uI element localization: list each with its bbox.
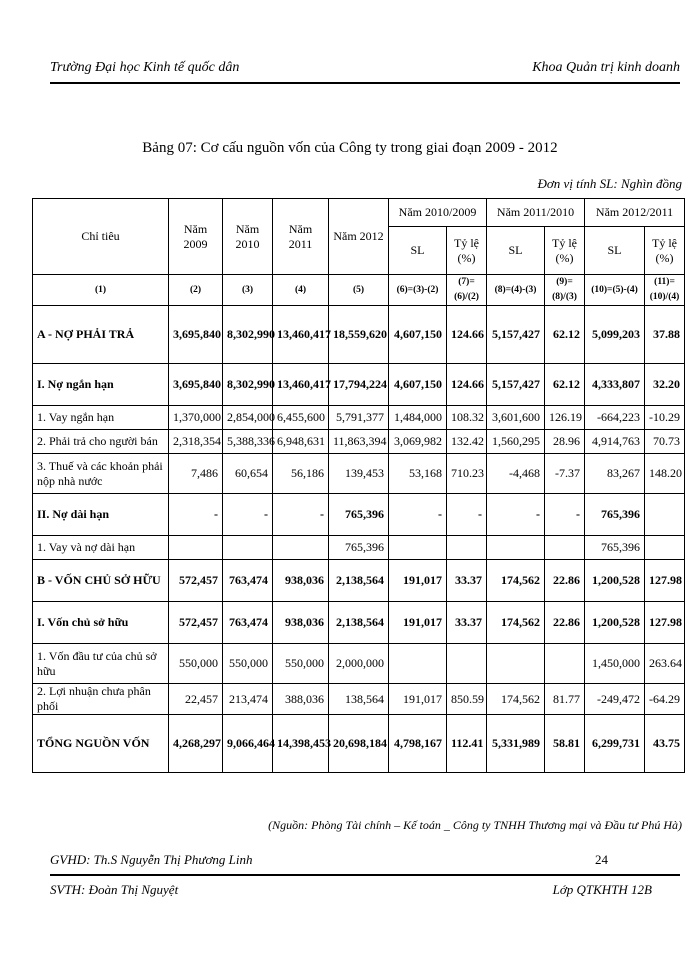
row-value: -10.29 [645, 406, 685, 430]
row-value: 139,453 [329, 454, 389, 494]
table-row [33, 560, 685, 602]
row-value: 4,333,807 [585, 364, 645, 406]
row-value: 37.88 [645, 306, 685, 364]
row-value: 3,601,600 [487, 406, 545, 430]
footer-student: SVTH: Đoàn Thị Nguyệt [50, 882, 179, 897]
row-label: 1. Vay ngắn hạn [33, 406, 169, 430]
row-label: A - NỢ PHẢI TRẢ [33, 306, 169, 364]
row-value: 174,562 [487, 560, 545, 602]
row-value: 108.32 [447, 406, 487, 430]
row-value: 13,460,417 [273, 306, 329, 364]
row-value: 20,698,184 [329, 715, 389, 773]
row-value: - [447, 494, 487, 536]
row-value [389, 536, 447, 560]
header-2010: Năm 2010 [223, 199, 273, 275]
row-value: 765,396 [585, 536, 645, 560]
table-row [33, 454, 685, 494]
row-value: - [389, 494, 447, 536]
row-value: 550,000 [223, 644, 273, 684]
row-value: -249,472 [585, 684, 645, 715]
row-value: 191,017 [389, 684, 447, 715]
table-row [33, 536, 685, 560]
row-value: 3,695,840 [169, 306, 223, 364]
row-value: -7.37 [545, 454, 585, 494]
row-value: 132.42 [447, 430, 487, 454]
row-label: 1. Vay và nợ dài hạn [33, 536, 169, 560]
row-value [545, 644, 585, 684]
row-value: 1,370,000 [169, 406, 223, 430]
row-value: 1,200,528 [585, 602, 645, 644]
row-value [487, 644, 545, 684]
column-number-cell: (11)=(10)/(4) [645, 275, 685, 306]
header-faculty: Khoa Quản trị kinh doanh [532, 60, 680, 75]
row-label: B - VỐN CHỦ SỞ HỮU [33, 560, 169, 602]
column-number-cell: (7)=(6)/(2) [447, 275, 487, 306]
row-value: 213,474 [223, 684, 273, 715]
table-title: Bảng 07: Cơ cấu nguồn vốn của Công ty trong giai đoạn 2009 - 2012 [142, 140, 558, 156]
row-value: 9,066,464 [223, 715, 273, 773]
footer-line-1 [50, 852, 680, 876]
row-value: 2,138,564 [329, 602, 389, 644]
footer-class: Lớp QTKHTH 12B [552, 882, 652, 897]
header-2009: Năm 2009 [169, 199, 223, 275]
table-row [33, 715, 685, 773]
table-row [33, 430, 685, 454]
row-label: I. Vốn chủ sở hữu [33, 602, 169, 644]
row-value: 388,036 [273, 684, 329, 715]
row-value [645, 536, 685, 560]
row-value: 938,036 [273, 560, 329, 602]
row-value [487, 536, 545, 560]
row-value: 6,299,731 [585, 715, 645, 773]
header-2011: Năm 2011 [273, 199, 329, 275]
column-number-row [33, 275, 685, 306]
page-header [50, 58, 680, 84]
row-value: 5,099,203 [585, 306, 645, 364]
header-sl: SL [585, 227, 645, 275]
row-value: 5,331,989 [487, 715, 545, 773]
header-tyle: Tỷ lệ (%) [447, 227, 487, 275]
row-value: 14,398,453 [273, 715, 329, 773]
row-value: 5,157,427 [487, 306, 545, 364]
row-value: 11,863,394 [329, 430, 389, 454]
row-value: 550,000 [273, 644, 329, 684]
row-value [169, 536, 223, 560]
row-value: 763,474 [223, 602, 273, 644]
table-row [33, 644, 685, 684]
column-number-cell: (2) [169, 275, 223, 306]
footer-advisor: GVHD: Th.S Nguyễn Thị Phương Linh [50, 852, 253, 867]
row-value: 17,794,224 [329, 364, 389, 406]
row-value: 112.41 [447, 715, 487, 773]
row-value: 4,914,763 [585, 430, 645, 454]
row-value [645, 494, 685, 536]
row-value: 1,200,528 [585, 560, 645, 602]
row-label: 1. Vốn đầu tư của chủ sở hữu [33, 644, 169, 684]
row-value: 5,791,377 [329, 406, 389, 430]
row-value: 572,457 [169, 560, 223, 602]
row-value: -64.29 [645, 684, 685, 715]
header-university: Trường Đại học Kinh tế quốc dân [50, 60, 240, 75]
column-number-cell: (5) [329, 275, 389, 306]
row-label: 3. Thuế và các khoản phải nộp nhà nước [33, 454, 169, 494]
row-value: 22.86 [545, 560, 585, 602]
row-value: 13,460,417 [273, 364, 329, 406]
row-value: 6,455,600 [273, 406, 329, 430]
row-value [223, 536, 273, 560]
row-value: 3,069,982 [389, 430, 447, 454]
header-2012: Năm 2012 [329, 199, 389, 275]
table-row [33, 684, 685, 715]
header-tyle: Tỷ lệ (%) [545, 227, 585, 275]
row-value: 1,450,000 [585, 644, 645, 684]
row-value: 81.77 [545, 684, 585, 715]
row-value: 3,695,840 [169, 364, 223, 406]
row-value: 6,948,631 [273, 430, 329, 454]
row-value [545, 536, 585, 560]
row-value: 43.75 [645, 715, 685, 773]
row-value: 174,562 [487, 602, 545, 644]
row-value: 2,854,000 [223, 406, 273, 430]
row-value: 2,000,000 [329, 644, 389, 684]
row-value: 1,560,295 [487, 430, 545, 454]
table-row [33, 306, 685, 364]
capital-structure-table [32, 198, 685, 773]
row-value [273, 536, 329, 560]
column-number-cell: (9)=(8)/(3) [545, 275, 585, 306]
row-value: 4,607,150 [389, 364, 447, 406]
row-value: 53,168 [389, 454, 447, 494]
row-value: 191,017 [389, 602, 447, 644]
row-value: 4,268,297 [169, 715, 223, 773]
row-value: 138,564 [329, 684, 389, 715]
row-value: 7,486 [169, 454, 223, 494]
header-group-2012-2011: Năm 2012/2011 [585, 199, 685, 227]
row-value: 765,396 [585, 494, 645, 536]
header-row-1 [33, 199, 685, 227]
row-label: II. Nợ dài hạn [33, 494, 169, 536]
row-value [447, 536, 487, 560]
row-value: 263.64 [645, 644, 685, 684]
row-value: 124.66 [447, 364, 487, 406]
header-sl: SL [389, 227, 447, 275]
header-tyle: Tỷ lệ (%) [645, 227, 685, 275]
row-value: 62.12 [545, 306, 585, 364]
table-row [33, 406, 685, 430]
row-value: 938,036 [273, 602, 329, 644]
table-row [33, 494, 685, 536]
row-value: 28.96 [545, 430, 585, 454]
row-value: 126.19 [545, 406, 585, 430]
row-value: 1,484,000 [389, 406, 447, 430]
source-note: (Nguồn: Phòng Tài chính – Kế toán _ Công ty TNHH Thương mại và Đầu tư Phú Hà) [268, 818, 682, 832]
header-sl: SL [487, 227, 545, 275]
column-number-cell: (1) [33, 275, 169, 306]
row-value: 174,562 [487, 684, 545, 715]
row-value: 22,457 [169, 684, 223, 715]
row-value: 4,607,150 [389, 306, 447, 364]
row-value: -4,468 [487, 454, 545, 494]
row-label: 2. Phải trả cho người bán [33, 430, 169, 454]
column-number-cell: (3) [223, 275, 273, 306]
unit-note: Đơn vị tính SL: Nghìn đồng [537, 176, 682, 191]
row-value: 33.37 [447, 602, 487, 644]
row-value [447, 644, 487, 684]
row-value: 5,157,427 [487, 364, 545, 406]
row-value: 58.81 [545, 715, 585, 773]
column-number-cell: (4) [273, 275, 329, 306]
row-value: -664,223 [585, 406, 645, 430]
header-group-2011-2010: Năm 2011/2010 [487, 199, 585, 227]
row-value: 83,267 [585, 454, 645, 494]
header-group-2010-2009: Năm 2010/2009 [389, 199, 487, 227]
row-label: TỔNG NGUỒN VỐN [33, 715, 169, 773]
row-value: - [273, 494, 329, 536]
page-number: 24 [595, 852, 608, 867]
row-value: 4,798,167 [389, 715, 447, 773]
row-value: 5,388,336 [223, 430, 273, 454]
row-value: 850.59 [447, 684, 487, 715]
header-chi-tieu: Chỉ tiêu [33, 199, 169, 275]
row-value: 2,138,564 [329, 560, 389, 602]
row-value: 765,396 [329, 536, 389, 560]
row-value: 191,017 [389, 560, 447, 602]
row-label: 2. Lợi nhuận chưa phân phối [33, 684, 169, 715]
column-number-cell: (6)=(3)-(2) [389, 275, 447, 306]
row-value: - [169, 494, 223, 536]
row-value: 2,318,354 [169, 430, 223, 454]
row-value: - [545, 494, 585, 536]
row-value: 550,000 [169, 644, 223, 684]
row-value: 8,302,990 [223, 364, 273, 406]
column-number-cell: (8)=(4)-(3) [487, 275, 545, 306]
row-value: 127.98 [645, 560, 685, 602]
row-value: 18,559,620 [329, 306, 389, 364]
row-value [389, 644, 447, 684]
row-value: 62.12 [545, 364, 585, 406]
row-value: 8,302,990 [223, 306, 273, 364]
row-value: 22.86 [545, 602, 585, 644]
row-value: - [487, 494, 545, 536]
row-value: - [223, 494, 273, 536]
row-value: 765,396 [329, 494, 389, 536]
row-value: 124.66 [447, 306, 487, 364]
row-value: 56,186 [273, 454, 329, 494]
row-value: 763,474 [223, 560, 273, 602]
row-label: I. Nợ ngắn hạn [33, 364, 169, 406]
row-value: 127.98 [645, 602, 685, 644]
table-row [33, 602, 685, 644]
row-value: 60,654 [223, 454, 273, 494]
row-value: 70.73 [645, 430, 685, 454]
table-row [33, 364, 685, 406]
column-number-cell: (10)=(5)-(4) [585, 275, 645, 306]
row-value: 148.20 [645, 454, 685, 494]
row-value: 33.37 [447, 560, 487, 602]
row-value: 32.20 [645, 364, 685, 406]
row-value: 572,457 [169, 602, 223, 644]
row-value: 710.23 [447, 454, 487, 494]
